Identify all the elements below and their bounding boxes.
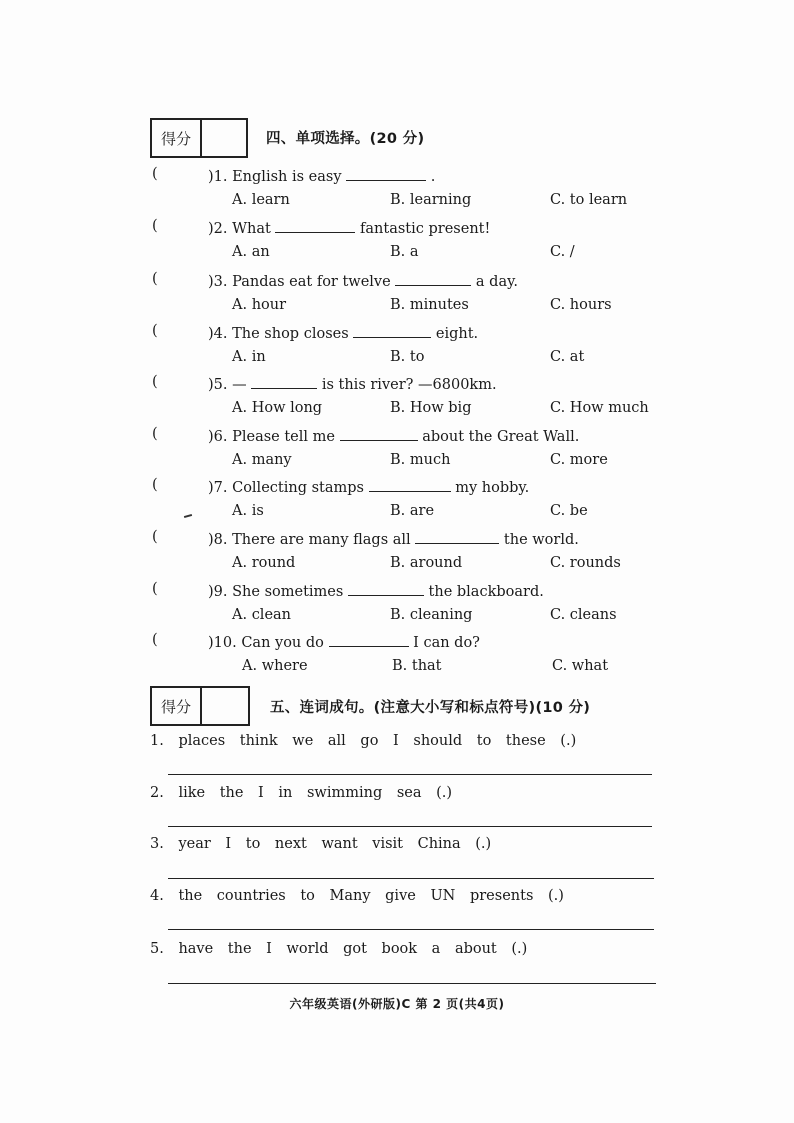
option-a: A. many <box>232 452 292 468</box>
question-text <box>208 477 529 496</box>
question-1 <box>152 166 652 188</box>
option-b: B. a <box>390 244 419 260</box>
option-b: B. are <box>390 503 435 519</box>
option-c: C. rounds <box>550 555 621 571</box>
fill-blank[interactable] <box>348 581 424 596</box>
question-ending: eight. <box>435 326 479 342</box>
option-a: A. clean <box>232 607 292 623</box>
pen-mark <box>184 514 192 518</box>
answer-paren[interactable]: ( <box>152 271 158 287</box>
answer-paren[interactable]: ( <box>152 218 158 234</box>
option-c: C. to learn <box>550 192 628 208</box>
question-text <box>208 323 478 342</box>
option-b: B. much <box>390 452 451 468</box>
question-stem: )6. Please tell me <box>208 429 335 445</box>
question-text <box>208 374 497 393</box>
question-ending: I can do? <box>413 635 480 651</box>
answer-paren[interactable]: ( <box>152 632 158 648</box>
answer-line[interactable] <box>168 983 656 984</box>
answer-paren[interactable]: ( <box>152 426 158 442</box>
question-text <box>208 218 490 237</box>
score-blank[interactable] <box>202 688 248 724</box>
option-a: A. How long <box>232 400 323 416</box>
option-c: C. hours <box>550 297 612 313</box>
option-a: A. is <box>232 503 264 519</box>
option-b: B. How big <box>390 400 472 416</box>
sentence-item: 3. year I to next want visit China (.) <box>150 836 492 852</box>
fill-blank[interactable] <box>369 477 451 492</box>
fill-blank[interactable] <box>275 218 355 233</box>
answer-paren[interactable]: ( <box>152 323 158 339</box>
answer-line[interactable] <box>168 878 654 879</box>
section5-title: 五、连词成句。(注意大小写和标点符号)(10 分) <box>270 700 591 716</box>
fill-blank[interactable] <box>353 323 431 338</box>
option-b: B. that <box>392 658 442 674</box>
section4-title: 四、单项选择。(20 分) <box>266 131 425 147</box>
answer-paren[interactable]: ( <box>152 477 158 493</box>
question-text <box>208 166 435 185</box>
score-label: 得分 <box>152 688 202 724</box>
sentence-item: 2. like the I in swimming sea (.) <box>150 785 453 801</box>
question-stem: )9. She sometimes <box>208 584 344 600</box>
option-a: A. round <box>232 555 296 571</box>
option-b: B. cleaning <box>390 607 473 623</box>
option-c: C. How much <box>550 400 649 416</box>
score-blank[interactable] <box>202 120 246 156</box>
answer-line[interactable] <box>168 929 654 930</box>
fill-blank[interactable] <box>395 271 471 286</box>
question-text <box>208 581 544 600</box>
question-5 <box>152 374 652 396</box>
option-a: A. in <box>232 349 266 365</box>
answer-paren[interactable]: ( <box>152 581 158 597</box>
question-text <box>208 271 518 290</box>
question-ending: is this river? —6800km. <box>321 377 497 393</box>
fill-blank[interactable] <box>329 632 409 647</box>
option-c: C. at <box>550 349 585 365</box>
option-b: B. learning <box>390 192 472 208</box>
option-a: A. an <box>232 244 270 260</box>
score-box-section5 <box>150 686 250 726</box>
option-c: C. cleans <box>550 607 617 623</box>
option-c: C. / <box>550 244 575 260</box>
answer-line[interactable] <box>168 826 652 827</box>
question-ending: about the Great Wall. <box>422 429 580 445</box>
question-2 <box>152 218 652 240</box>
option-c: C. more <box>550 452 608 468</box>
question-4 <box>152 323 652 345</box>
question-stem: )7. Collecting stamps <box>208 480 364 496</box>
answer-line[interactable] <box>168 774 652 775</box>
question-text <box>208 426 579 445</box>
question-ending: the world. <box>503 532 579 548</box>
page-footer: 六年级英语(外研版)C 第 2 页(共4页) <box>289 997 505 1011</box>
fill-blank[interactable] <box>340 426 418 441</box>
option-a: A. where <box>242 658 308 674</box>
question-stem: )2. What <box>208 221 271 237</box>
answer-paren[interactable]: ( <box>152 529 158 545</box>
fill-blank[interactable] <box>251 374 317 389</box>
question-stem: )10. Can you do <box>208 635 324 651</box>
sentence-item: 5. have the I world got book a about (.) <box>150 941 528 957</box>
question-10 <box>152 632 652 654</box>
question-ending: . <box>430 169 436 185</box>
score-box-section4 <box>150 118 248 158</box>
question-3 <box>152 271 652 293</box>
fill-blank[interactable] <box>346 166 426 181</box>
question-stem: )5. — <box>208 377 247 393</box>
question-text <box>208 632 480 651</box>
option-c: C. what <box>552 658 609 674</box>
question-text <box>208 529 579 548</box>
question-ending: fantastic present! <box>360 221 491 237</box>
question-stem: )3. Pandas eat for twelve <box>208 274 391 290</box>
question-ending: a day. <box>475 274 518 290</box>
option-b: B. around <box>390 555 463 571</box>
question-6 <box>152 426 652 448</box>
question-stem: )1. English is easy <box>208 169 342 185</box>
answer-paren[interactable]: ( <box>152 166 158 182</box>
question-stem: )8. There are many flags all <box>208 532 411 548</box>
question-8 <box>152 529 652 551</box>
question-stem: )4. The shop closes <box>208 326 349 342</box>
option-b: B. to <box>390 349 425 365</box>
option-c: C. be <box>550 503 588 519</box>
fill-blank[interactable] <box>415 529 499 544</box>
sentence-item: 1. places think we all go I should to these (.) <box>150 733 577 749</box>
question-9 <box>152 581 652 603</box>
option-a: A. learn <box>232 192 290 208</box>
question-ending: the blackboard. <box>428 584 544 600</box>
sentence-item: 4. the countries to Many give UN presents (.) <box>150 888 564 904</box>
answer-paren[interactable]: ( <box>152 374 158 390</box>
question-7 <box>152 477 652 499</box>
question-ending: my hobby. <box>455 480 530 496</box>
option-a: A. hour <box>232 297 287 313</box>
option-b: B. minutes <box>390 297 469 313</box>
score-label: 得分 <box>152 120 202 156</box>
